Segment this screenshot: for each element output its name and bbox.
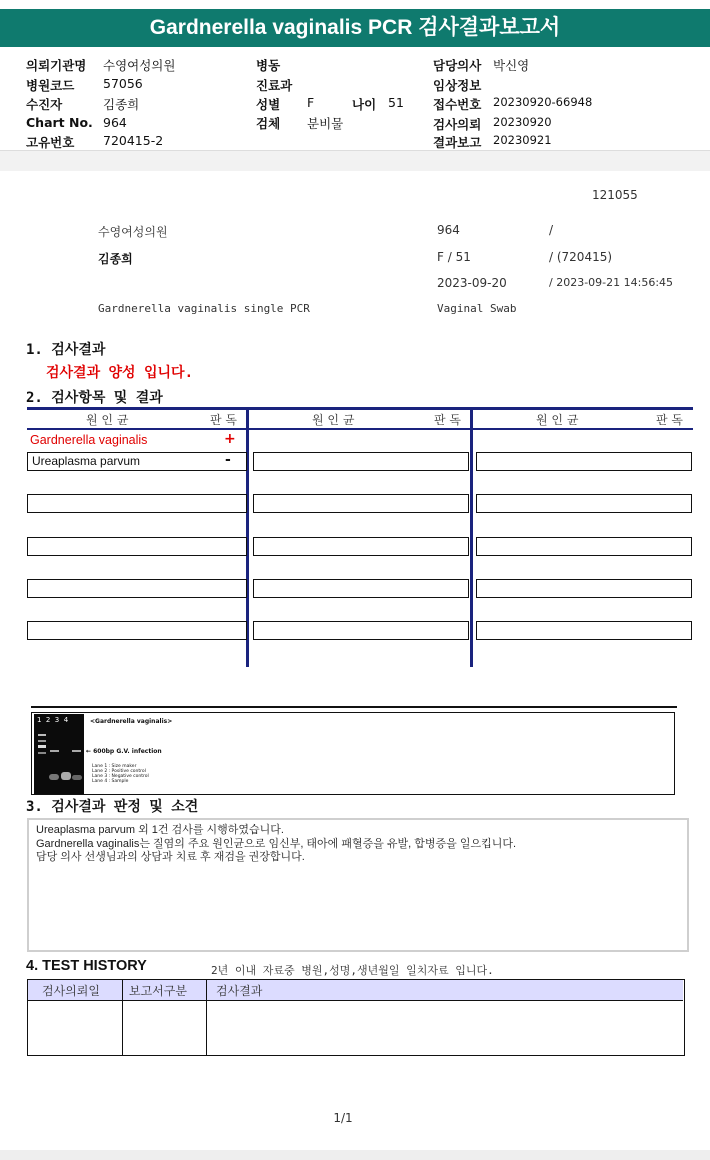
ward-label: 병동 — [256, 58, 281, 73]
ladder-band — [38, 752, 46, 754]
info-uid: / (720415) — [549, 250, 613, 264]
section-2-title: 2. 검사항목 및 결과 — [26, 390, 163, 406]
empty-cell — [253, 537, 469, 556]
result-positive: 검사결과 양성 입니다. — [46, 365, 194, 381]
col-organism-3: 원 인 균 — [536, 413, 579, 427]
info-specimen: Vaginal Swab — [437, 302, 517, 315]
empty-cell — [27, 494, 247, 513]
findings-line: Ureaplasma parvum 외 1건 검사를 시행하였습니다. — [36, 824, 284, 836]
history-col-type: 보고서구분 — [129, 984, 187, 998]
doctor-value: 박신영 — [493, 58, 530, 73]
section-1-title: 1. 검사결과 — [26, 342, 106, 358]
patient-value: 김종희 — [103, 97, 140, 112]
empty-cell — [253, 621, 469, 640]
sex-value: F — [307, 95, 315, 110]
empty-cell — [27, 537, 247, 556]
empty-cell — [253, 452, 469, 471]
empty-cell — [27, 579, 247, 598]
findings-line: Gardnerella vaginalis는 질염의 주요 원인균으로 임신부, 태아에 패혈증을 유발, 합병증을 일으킵니다. — [36, 837, 517, 850]
table-top-line — [27, 407, 693, 410]
section-3-title: 3. 검사결과 판정 및 소견 — [26, 799, 199, 815]
hospital-value: 수영여성의원 — [103, 58, 176, 73]
gel-title: <Gardnerella vaginalis> — [90, 718, 173, 725]
info-slash: / — [549, 223, 554, 237]
age-value: 51 — [388, 95, 404, 110]
empty-cell — [476, 537, 692, 556]
gel-lane-numbers: 1 2 3 4 — [37, 716, 69, 724]
gel-electrophoresis-image — [34, 714, 84, 794]
col-judge-2: 판 독 — [434, 413, 461, 427]
receipt-label: 접수번호 — [433, 97, 482, 112]
history-col-divider — [122, 980, 123, 1055]
header-separator — [0, 150, 710, 171]
code-value: 57056 — [103, 76, 143, 91]
ladder-band — [38, 740, 46, 742]
empty-cell — [253, 494, 469, 513]
info-hospital: 수영여성의원 — [98, 225, 168, 239]
uid-label: 고유번호 — [26, 135, 75, 150]
empty-cell — [27, 621, 247, 640]
chart-value: 964 — [103, 115, 127, 130]
organism-gardnerella: Gardnerella vaginalis — [30, 433, 148, 447]
history-col-divider — [206, 980, 207, 1055]
info-sex-age: F / 51 — [437, 250, 471, 264]
primer-dimer — [49, 774, 59, 780]
ladder-band — [38, 734, 46, 736]
history-note: 2년 이내 자료중 병원,성명,생년월일 일치자료 입니다. — [211, 964, 494, 977]
report-title: Gardnerella vaginalis PCR 검사결과보고서 — [0, 9, 710, 47]
info-datetime: / 2023-09-21 14:56:45 — [549, 276, 674, 289]
history-col-date: 검사의뢰일 — [42, 984, 100, 998]
info-patient: 김종희 — [98, 252, 133, 266]
dept-label: 진료과 — [256, 78, 293, 93]
patient-label: 수진자 — [26, 97, 63, 112]
request-value: 20230920 — [493, 115, 552, 129]
section-4-title: 4. TEST HISTORY — [26, 958, 147, 974]
age-label: 나이 — [352, 97, 377, 112]
gel-band-label: ← 600bp G.V. infection — [86, 748, 162, 755]
primer-dimer — [61, 772, 71, 780]
findings-box — [27, 818, 689, 952]
positive-band — [50, 750, 59, 752]
sample-band — [72, 750, 81, 752]
sex-label: 성별 — [256, 97, 281, 112]
empty-cell — [476, 621, 692, 640]
empty-cell — [476, 579, 692, 598]
col-judge-3: 판 독 — [656, 413, 683, 427]
report-label: 결과보고 — [433, 135, 482, 150]
specimen-label: 검체 — [256, 116, 281, 131]
report-value: 20230921 — [493, 133, 552, 147]
organism-ureaplasma: Ureaplasma parvum — [27, 452, 247, 471]
history-table — [27, 979, 685, 1056]
hospital-label: 의뢰기관명 — [26, 58, 87, 73]
result-gardnerella: + — [224, 431, 236, 447]
gel-top-rule — [31, 706, 677, 708]
report-id: 121055 — [592, 188, 638, 202]
table-header-line — [27, 428, 693, 430]
history-col-result: 검사결과 — [216, 984, 263, 998]
request-label: 검사의뢰 — [433, 117, 482, 132]
doctor-label: 담당의사 — [433, 58, 482, 73]
table-divider-2 — [470, 407, 473, 667]
col-organism-2: 원 인 균 — [312, 413, 355, 427]
info-chart: 964 — [437, 223, 460, 237]
gel-legend: Lane 1 : Size maker Lane 2 : Positive control Lane 3 : Negative control Lane 4 : Sample — [92, 764, 149, 784]
footer-bar — [0, 1150, 710, 1160]
code-label: 병원코드 — [26, 78, 75, 93]
empty-cell — [476, 452, 692, 471]
chart-label: Chart No. — [26, 115, 93, 130]
specimen-value: 분비물 — [307, 116, 344, 131]
clinical-label: 임상정보 — [433, 78, 482, 93]
empty-cell — [476, 494, 692, 513]
col-organism-1: 원 인 균 — [86, 413, 129, 427]
col-judge-1: 판 독 — [210, 413, 237, 427]
uid-value: 720415-2 — [103, 133, 164, 148]
page-number: 1/1 — [333, 1111, 353, 1125]
empty-cell — [253, 579, 469, 598]
primer-dimer — [72, 775, 82, 780]
findings-line: 담당 의사 선생님과의 상담과 치료 후 재검을 권장합니다. — [36, 851, 305, 863]
ladder-band — [38, 745, 46, 748]
receipt-value: 20230920-66948 — [493, 95, 593, 109]
result-ureaplasma: - — [225, 452, 231, 468]
history-header — [28, 980, 683, 1001]
info-date: 2023-09-20 — [437, 276, 507, 290]
info-test: Gardnerella vaginalis single PCR — [98, 302, 310, 315]
